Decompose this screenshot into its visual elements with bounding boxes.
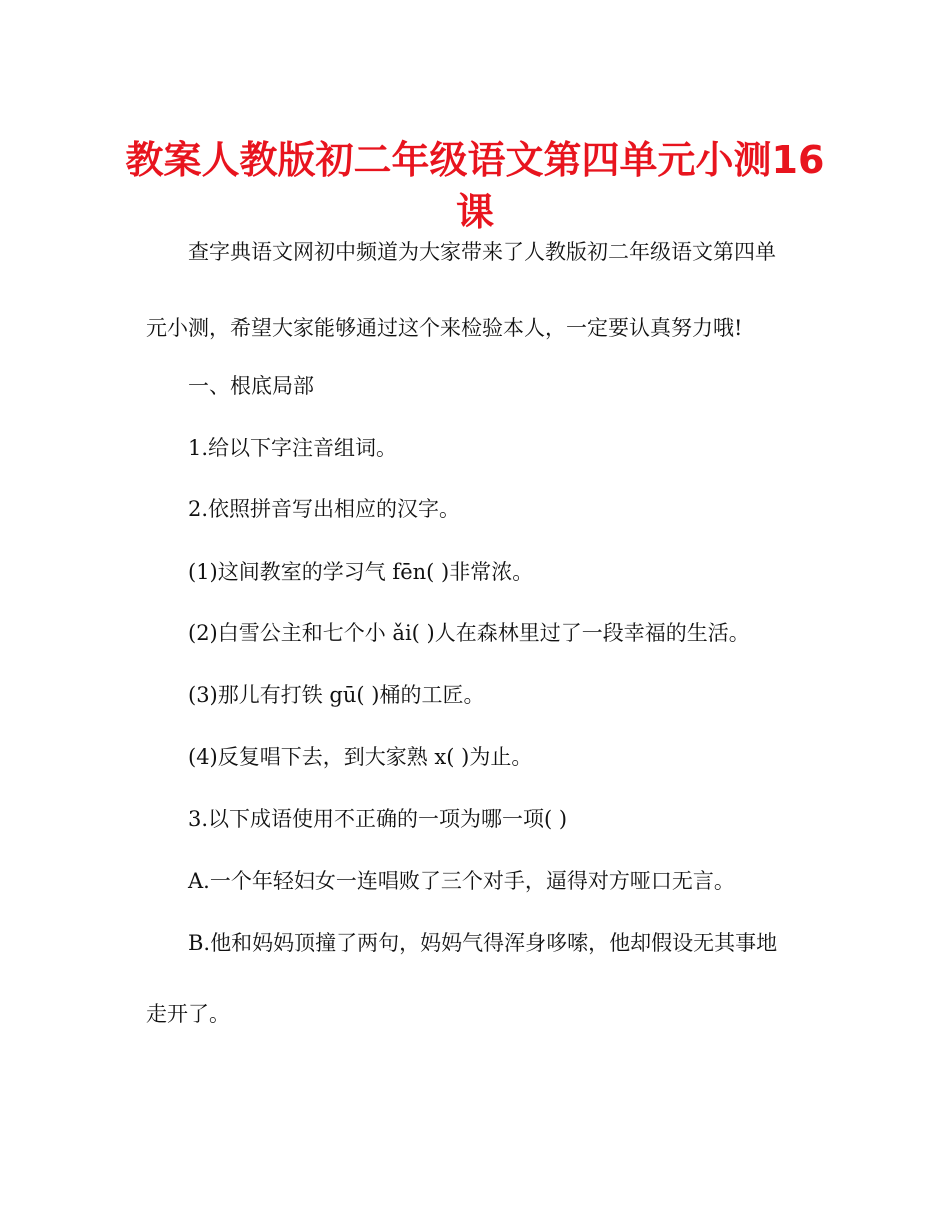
question-1: 1.给以下字注音组词。 bbox=[188, 436, 398, 460]
question-2-item: (2)白雪公主和七个小 ǎi( )人在森林里过了一段幸福的生活。 bbox=[188, 621, 750, 645]
section-heading: 一、根底局部 bbox=[188, 374, 314, 398]
question-3-option-b-line-2: 走开了。 bbox=[146, 1002, 230, 1026]
question-2-item: (3)那儿有打铁 gū( )桶的工匠。 bbox=[188, 683, 485, 707]
question-3-option-a: A.一个年轻妇女一连唱败了三个对手，逼得对方哑口无言。 bbox=[188, 869, 735, 893]
question-2-item: (1)这间教室的学习气 fēn( )非常浓。 bbox=[188, 560, 534, 584]
question-3: 3.以下成语使用不正确的一项为哪一项( ) bbox=[188, 807, 568, 831]
question-2: 2.依照拼音写出相应的汉字。 bbox=[188, 497, 461, 521]
question-2-item: (4)反复唱下去，到大家熟 x( )为止。 bbox=[188, 745, 533, 769]
question-3-option-b-line-1: B.他和妈妈顶撞了两句，妈妈气得浑身哆嗦，他却假设无其事地 bbox=[188, 931, 778, 955]
intro-line-1: 查字典语文网初中频道为大家带来了人教版初二年级语文第四单 bbox=[188, 240, 776, 264]
document-title: 教案人教版初二年级语文第四单元小测16课 bbox=[125, 138, 825, 234]
intro-line-2: 元小测，希望大家能够通过这个来检验本人，一定要认真努力哦! bbox=[146, 316, 743, 340]
